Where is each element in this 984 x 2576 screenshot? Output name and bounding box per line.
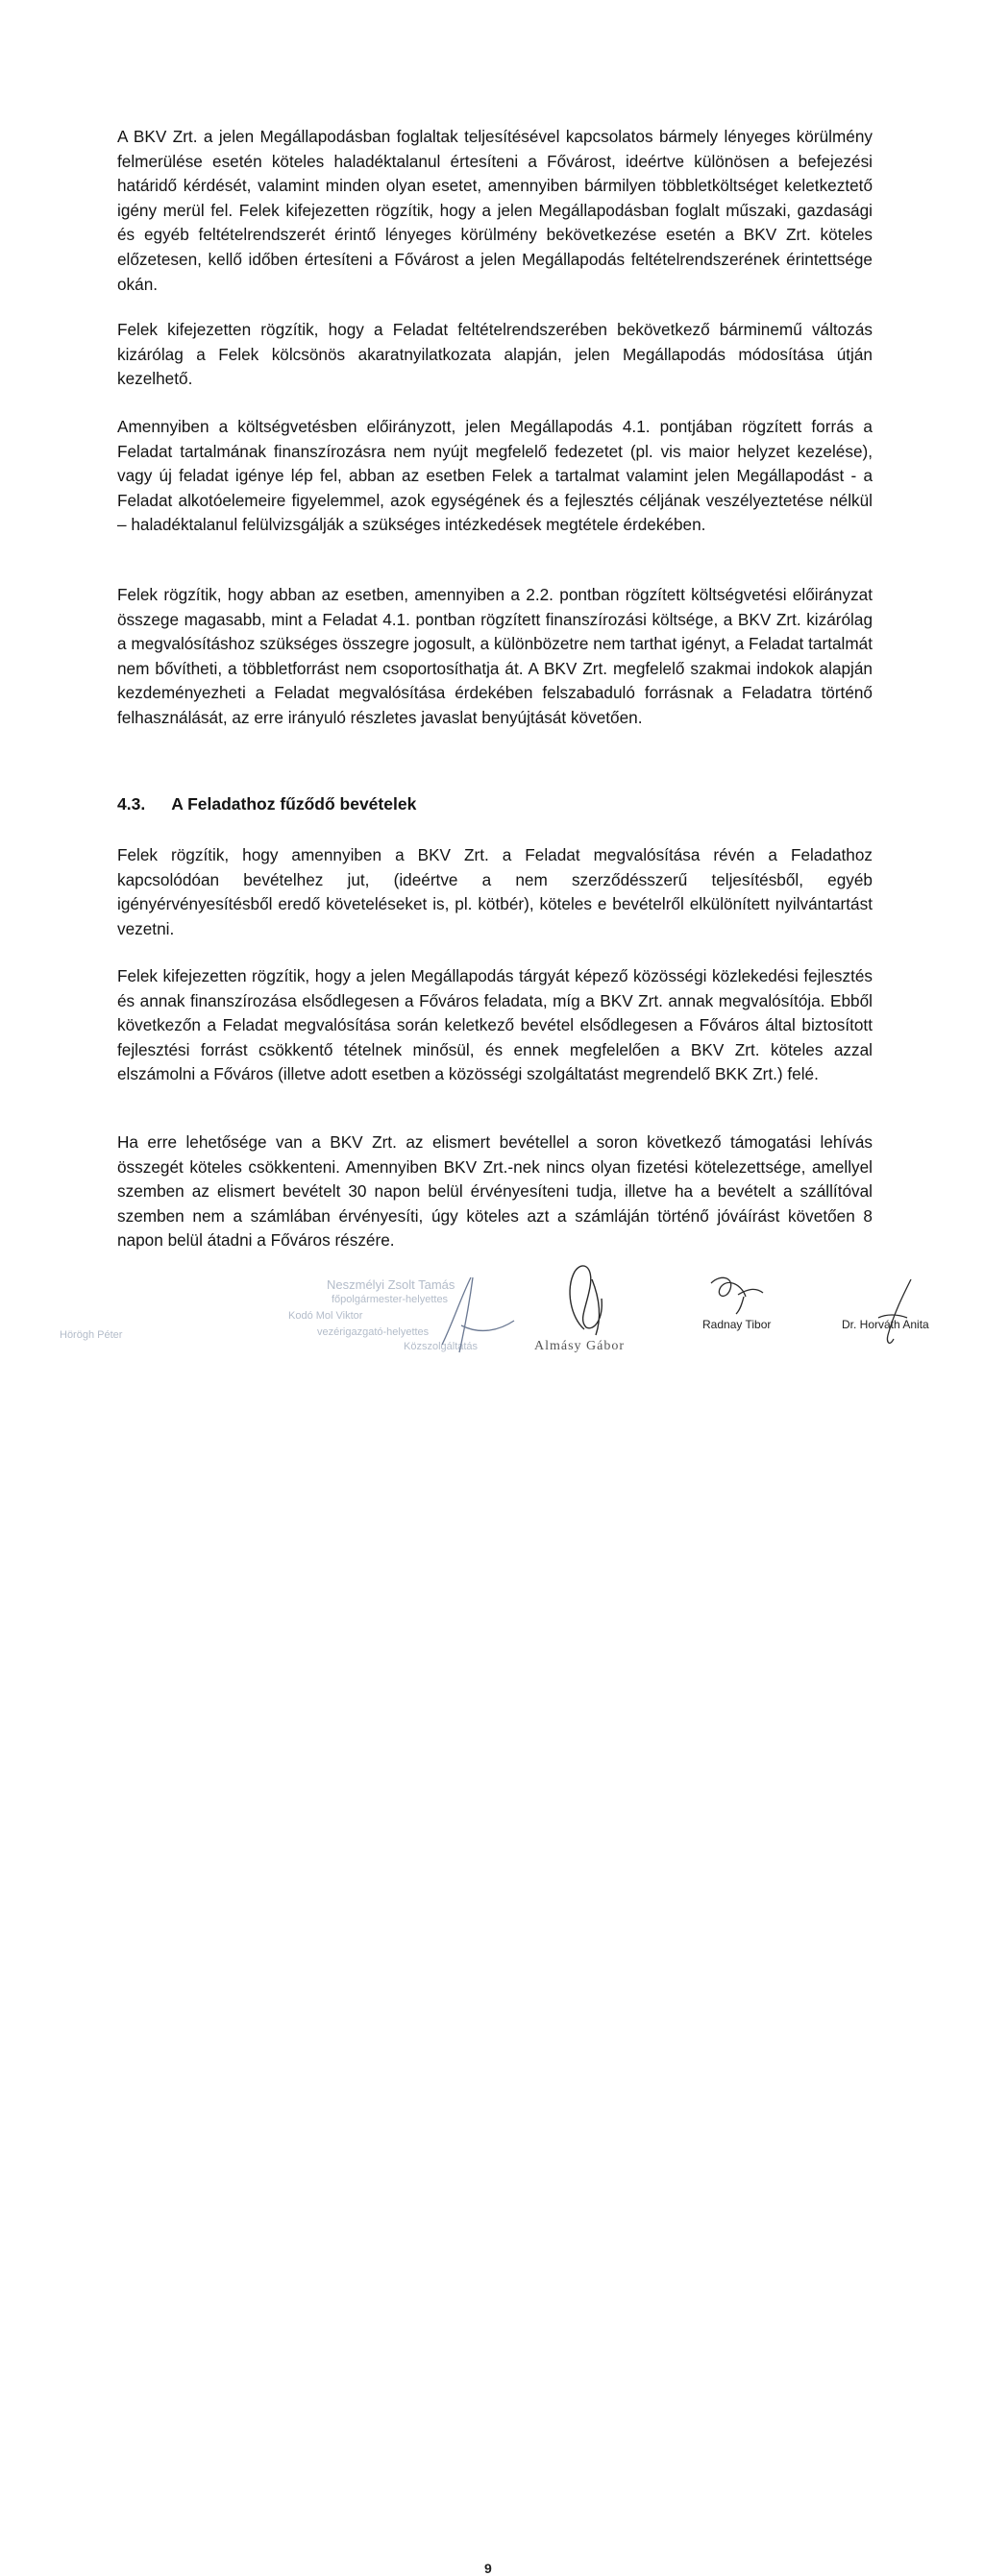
stamp-line-2: főpolgármester-helyettes xyxy=(332,1294,449,1305)
signature-name-almasy: Almásy Gábor xyxy=(534,1339,626,1353)
stamp-line-1: Neszmélyi Zsolt Tamás xyxy=(327,1277,455,1292)
stamp-line-4: vezérigazgató-helyettes xyxy=(317,1326,430,1338)
section-heading-4-3 xyxy=(117,794,416,814)
signature-name-radnay: Radnay Tibor xyxy=(702,1318,772,1331)
signature-radnay xyxy=(701,1268,769,1316)
stamp-line-3: Kodó Mol Viktor xyxy=(288,1310,363,1322)
left-faint-name: Hörögh Péter xyxy=(60,1329,123,1341)
section-title: A Feladathoz fűződő bevételek xyxy=(171,794,417,814)
paragraph-revenue-settlement: Ha erre lehetősége van a BKV Zrt. az elismert bevétellel a soron következő támogatási lehívás összegét köteles csökkenteni. Amennyiben BKV Zrt.-nek nincs olyan fizetési kötelezettsége, amellyel szemben az elismert bevételt 30 napon belül érvényesíteni tudja, illetve ha a bevételt a szállítóval szemben nem a számlában érvényesíti, úgy köteles azt a számláján történő jóváírást követően 8 napon belül átadni a Főváros részére. xyxy=(117,1132,873,1251)
paragraph-revenue-records: Felek rögzítik, hogy amennyiben a BKV Zrt. a Feladat megvalósítása révén a Feladathoz kapcsolódóan bevételhez jut, (ideértve a nem szerződésszerű teljesítésből, egyéb igényérvényesítésből eredő követeléseket is, pl. kötbér), köteles e bevételről elkülönített nyilvántartást vezetni. xyxy=(117,845,873,938)
section-number: 4.3. xyxy=(117,794,146,814)
paragraph-bkv-notification: A BKV Zrt. a jelen Megállapodásban foglaltak teljesítésével kapcsolatos bármely lényeges körülmény felmerülése esetén köteles haladéktalanul értesíteni a Fővárost, ideértve különösen a befejezési határidő kérdését, valamint minden olyan esetet, amennyiben bármilyen többletköltséget keletkeztető igény merül fel. Felek kifejezetten rögzítik, hogy a jelen Megállapodásban foglalt műszaki, gazdasági és egyéb feltételrendszerét érintő lényeges körülmény bekövetkezése esetén a BKV Zrt. köteles előzetesen, kellő időben értesíteni a Fővárost a jelen Megállapodás feltételrendszerének érintettsége okán. xyxy=(117,127,873,294)
signature-name-horvath: Dr. Horváth Anita xyxy=(842,1318,929,1331)
paragraph-budget-insufficient: Amennyiben a költségvetésben előirányzott, jelen Megállapodás 4.1. pontjában rögzített forrás a Feladat tartalmának finanszírozásra nem nyújt megfelelő fedezetet (pl. vis maior helyzet kezelése), vagy új feladat igénye lép fel, abban az esetben Felek a tartalmat valamint jelen Megállapodást - a Feladat alkotóelemeire figyelemmel, azok egységének és a fejlesztés céljának veszélyeztetése nélkül – haladéktalanul felülvizsgálják a szükséges intézkedések megtétele érdekében. xyxy=(117,417,873,535)
paragraph-budget-surplus: Felek rögzítik, hogy abban az esetben, amennyiben a 2.2. pontban rögzített költségvetési előirányzat összege magasabb, mint a Feladat 4.1. pontban rögzített finanszírozási költsége, a BKV Zrt. kizárólag a megvalósításhoz szükséges összegre jogosult, a különbözetre nem tarthat igényt, a Feladat tartalmát nem bővítheti, a többletforrást nem csoportosíthatja át. A BKV Zrt. megfelelő szakmai indokok alapján kezdeményezheti a Feladat megvalósítása érdekében felszabaduló forrásnak a Feladatra történő felhasználását, az erre irányuló részletes javaslat benyújtását követően. xyxy=(117,585,873,727)
signature-footer xyxy=(0,1249,984,2576)
stamp-line-5: Közszolgáltatás xyxy=(404,1341,479,1352)
page-number: 9 xyxy=(484,2561,492,2576)
stamp-signature xyxy=(404,1268,519,1354)
signature-almasy xyxy=(557,1260,615,1337)
paragraph-amendment-only: Felek kifejezetten rögzítik, hogy a Feladat feltételrendszerében bekövetkező bárminemű változás kizárólag a Felek kölcsönös akaratnyilatkozata alapján, jelen Megállapodás módosítása útján kezelhető. xyxy=(117,320,873,389)
paragraph-revenue-allocation: Felek kifejezetten rögzítik, hogy a jelen Megállapodás tárgyát képező közösségi közlekedési fejlesztés és annak finanszírozása elsődlegesen a Főváros feladata, míg a BKV Zrt. annak megvalósítója. Ebből következőn a Feladat megvalósítása során keletkező bevétel elsődlegesen a Főváros által biztosított fejlesztési forrást csökkentő tételnek minősül, és ennek megfelelően a BKV Zrt. köteles azzal elszámolni a Főváros (illetve adott esetben a közösségi szolgáltatást megrendelő BKK Zrt.) felé. xyxy=(117,966,873,1084)
signature-horvath xyxy=(865,1276,922,1352)
